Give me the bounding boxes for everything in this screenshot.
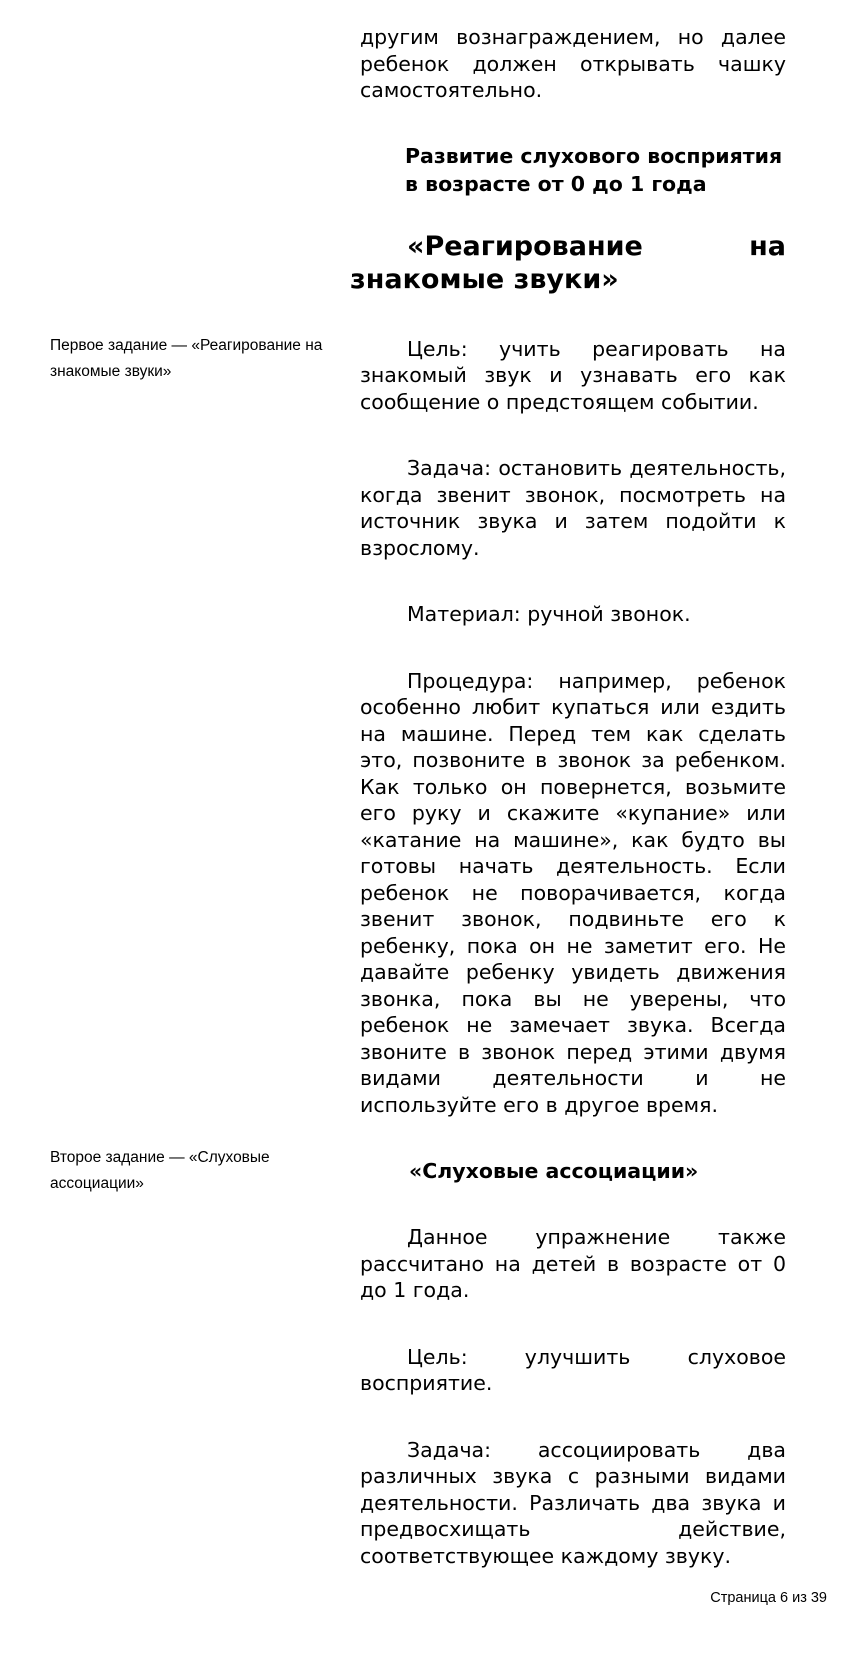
margin-note-task1: Первое задание — «Реагирование на знакомые звуки» — [50, 337, 323, 380]
task1-title-line1 — [350, 230, 786, 263]
section-heading-line2: в возрасте от 0 до 1 года — [405, 171, 707, 196]
task1-title-word1: «Реагирование — [407, 230, 643, 262]
section-heading — [360, 142, 786, 198]
task2-intro: Данное упражнение также рассчитано на детей в возрасте от 0 до 1 года. — [360, 1225, 786, 1302]
task2-title: «Слуховые ассоциации» — [409, 1159, 699, 1183]
task1-title-line2: знакомые звуки» — [350, 263, 619, 295]
task1-procedure: Процедура: например, ребенок особенно любит купаться или ездить на машине. Перед тем как сделать это, позвоните в звонок за ребенком. Как только он повернется, возьмите его руку и скажите «купание» или «катание на машине», как будто вы готовы начать деятельность. Если ребенок не поворачивается, когда звенит звонок, подвиньте его к ребенку, пока он не заметит его. Не давайте ребенку увидеть движения звонка, пока вы не уверены, что ребенок не замечает звука. Всегда звоните в звонок перед этими двумя видами деятельности и не используйте его в другое время. — [360, 668, 786, 1117]
main-column — [350, 24, 786, 1569]
page-number: Страница 6 из 39 — [710, 1590, 827, 1606]
intro-paragraph: другим вознаграждением, но далее ребенок должен открывать чашку самостоятельно. — [360, 25, 786, 102]
task1-task: Задача: остановить деятельность, когда звенит звонок, посмотреть на источник звука и затем подойти к взрослому. — [360, 456, 786, 560]
task1-title — [350, 230, 786, 296]
section-heading-line1: Развитие слухового восприятия — [405, 143, 783, 168]
task1-material: Материал: ручной звонок. — [407, 602, 691, 626]
task2-goal: Цель: улучшить слуховое восприятие. — [360, 1344, 786, 1395]
task2-task: Задача: ассоциировать два различных звука с разными видами деятельности. Различать два звука и предвосхищать действие, соответствующее каждому звуку. — [360, 1437, 786, 1568]
margin-note-task2: Второе задание — «Слуховые ассоциации» — [50, 1149, 270, 1192]
task1-title-word2: на — [749, 230, 786, 262]
task1-goal: Цель: учить реагировать на знакомый звук и узнавать его как сообщение о предстоящем событии. — [360, 336, 786, 414]
